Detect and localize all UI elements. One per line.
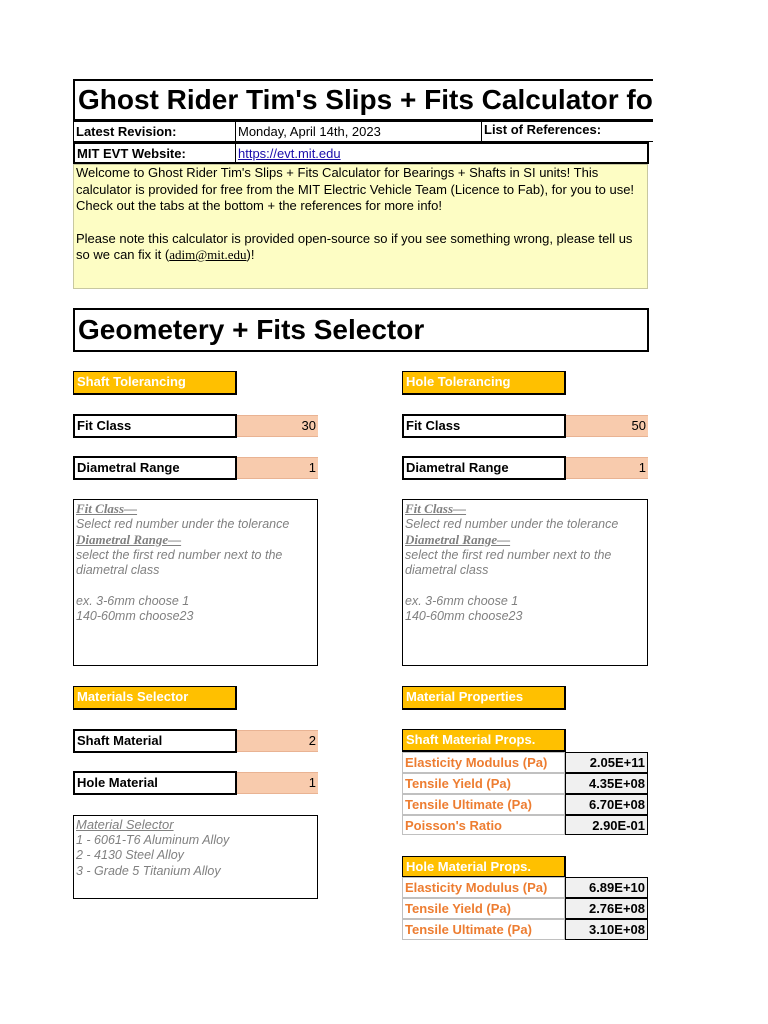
shaft-material-props-heading: Shaft Material Props. — [402, 729, 566, 752]
hole-prop-label: Tensile Ultimate (Pa) — [402, 919, 565, 940]
shaft-prop-value: 4.35E+08 — [565, 773, 648, 794]
hole-fit-class-input[interactable]: 50 — [566, 415, 648, 437]
shaft-prop-label: Poisson's Ratio — [402, 815, 565, 835]
hole-prop-label: Elasticity Modulus (Pa) — [402, 877, 565, 898]
shaft-tolerancing-heading: Shaft Tolerancing — [73, 371, 237, 395]
calculator-title: Ghost Rider Tim's Slips + Fits Calculator fo — [73, 79, 653, 121]
intro-paragraph-2 — [76, 231, 645, 264]
shaft-prop-label: Tensile Yield (Pa) — [402, 773, 565, 794]
section-title: Geometery + Fits Selector — [73, 308, 649, 352]
material-properties-heading: Material Properties — [402, 686, 566, 710]
hole-tolerancing-heading: Hole Tolerancing — [402, 371, 566, 395]
website-link-cell — [235, 142, 649, 164]
hole-material-props-heading: Hole Material Props. — [402, 856, 566, 878]
example-2: 140-60mm choose23 — [405, 609, 523, 623]
website-link[interactable]: https://evt.mit.edu — [238, 146, 341, 161]
hole-tolerance-instructions — [402, 499, 648, 666]
intro-paragraph-2-suffix: )! — [246, 247, 255, 262]
hole-diametral-range-input[interactable]: 1 — [566, 457, 648, 479]
hole-diametral-range-label: Diametral Range — [402, 456, 566, 480]
latest-revision-label: Latest Revision: — [73, 121, 236, 142]
example-2: 140-60mm choose23 — [76, 609, 194, 623]
latest-revision-value: Monday, April 14th, 2023 — [235, 121, 482, 142]
shaft-material-label: Shaft Material — [73, 729, 237, 753]
diametral-note-text-1: select the first red number next to the — [76, 547, 283, 562]
fit-class-note-heading: Fit Class— — [76, 501, 138, 516]
material-selector-note — [73, 815, 318, 899]
example-1: ex. 3-6mm choose 1 — [76, 593, 190, 608]
hole-fit-class-label: Fit Class — [402, 414, 566, 438]
shaft-material-input[interactable]: 2 — [237, 730, 318, 752]
shaft-prop-value: 6.70E+08 — [565, 794, 648, 815]
hole-prop-value: 3.10E+08 — [565, 919, 648, 940]
shaft-prop-label: Tensile Ultimate (Pa) — [402, 794, 565, 815]
material-selector-note-heading: Material Selector — [76, 817, 174, 832]
shaft-prop-label: Elasticity Modulus (Pa) — [402, 752, 565, 773]
hole-prop-value: 2.76E+08 — [565, 898, 648, 919]
references-label: List of References: — [481, 121, 653, 142]
shaft-diametral-range-input[interactable]: 1 — [237, 457, 318, 479]
shaft-diametral-range-label: Diametral Range — [73, 456, 237, 480]
contact-email-link[interactable]: adim@mit.edu — [169, 247, 247, 262]
shaft-fit-class-label: Fit Class — [73, 414, 237, 438]
hole-prop-label: Tensile Yield (Pa) — [402, 898, 565, 919]
example-1: ex. 3-6mm choose 1 — [405, 593, 519, 608]
intro-paragraph-1: Welcome to Ghost Rider Tim's Slips + Fits Calculator for Bearings + Shafts in SI units! This calculator is provided for free from the MIT Electric Vehicle Team (Licence to Fab), for you to use! Check out the tabs at the bottom + the references for more info! — [76, 165, 635, 213]
diametral-note-text-1: select the first red number next to the — [405, 547, 612, 562]
shaft-prop-value: 2.05E+11 — [565, 752, 648, 773]
diametral-note-heading: Diametral Range— — [405, 532, 511, 547]
diametral-note-heading: Diametral Range— — [76, 532, 182, 547]
shaft-prop-value: 2.90E-01 — [565, 815, 648, 835]
fit-class-note-text: Select red number under the tolerance — [405, 516, 619, 531]
material-option: 3 - Grade 5 Titanium Alloy — [76, 863, 221, 878]
shaft-tolerance-instructions — [73, 499, 318, 666]
hole-prop-value: 6.89E+10 — [565, 877, 648, 898]
material-option: 1 - 6061-T6 Aluminum Alloy — [76, 832, 230, 847]
website-label: MIT EVT Website: — [73, 142, 236, 164]
intro-paragraph-2-prefix: Please note this calculator is provided open-source so if you see something wrong, please tell us so we can fix it ( — [76, 230, 633, 262]
fit-class-note-text: Select red number under the tolerance — [76, 516, 290, 531]
diametral-note-text-2: diametral class — [405, 563, 489, 577]
fit-class-note-heading: Fit Class— — [405, 501, 467, 516]
materials-selector-heading: Materials Selector — [73, 686, 237, 710]
hole-material-label: Hole Material — [73, 771, 237, 795]
diametral-note-text-2: diametral class — [76, 563, 160, 577]
material-option: 2 - 4130 Steel Alloy — [76, 848, 184, 862]
intro-note — [73, 164, 648, 289]
hole-material-input[interactable]: 1 — [237, 772, 318, 794]
shaft-fit-class-input[interactable]: 30 — [237, 415, 318, 437]
